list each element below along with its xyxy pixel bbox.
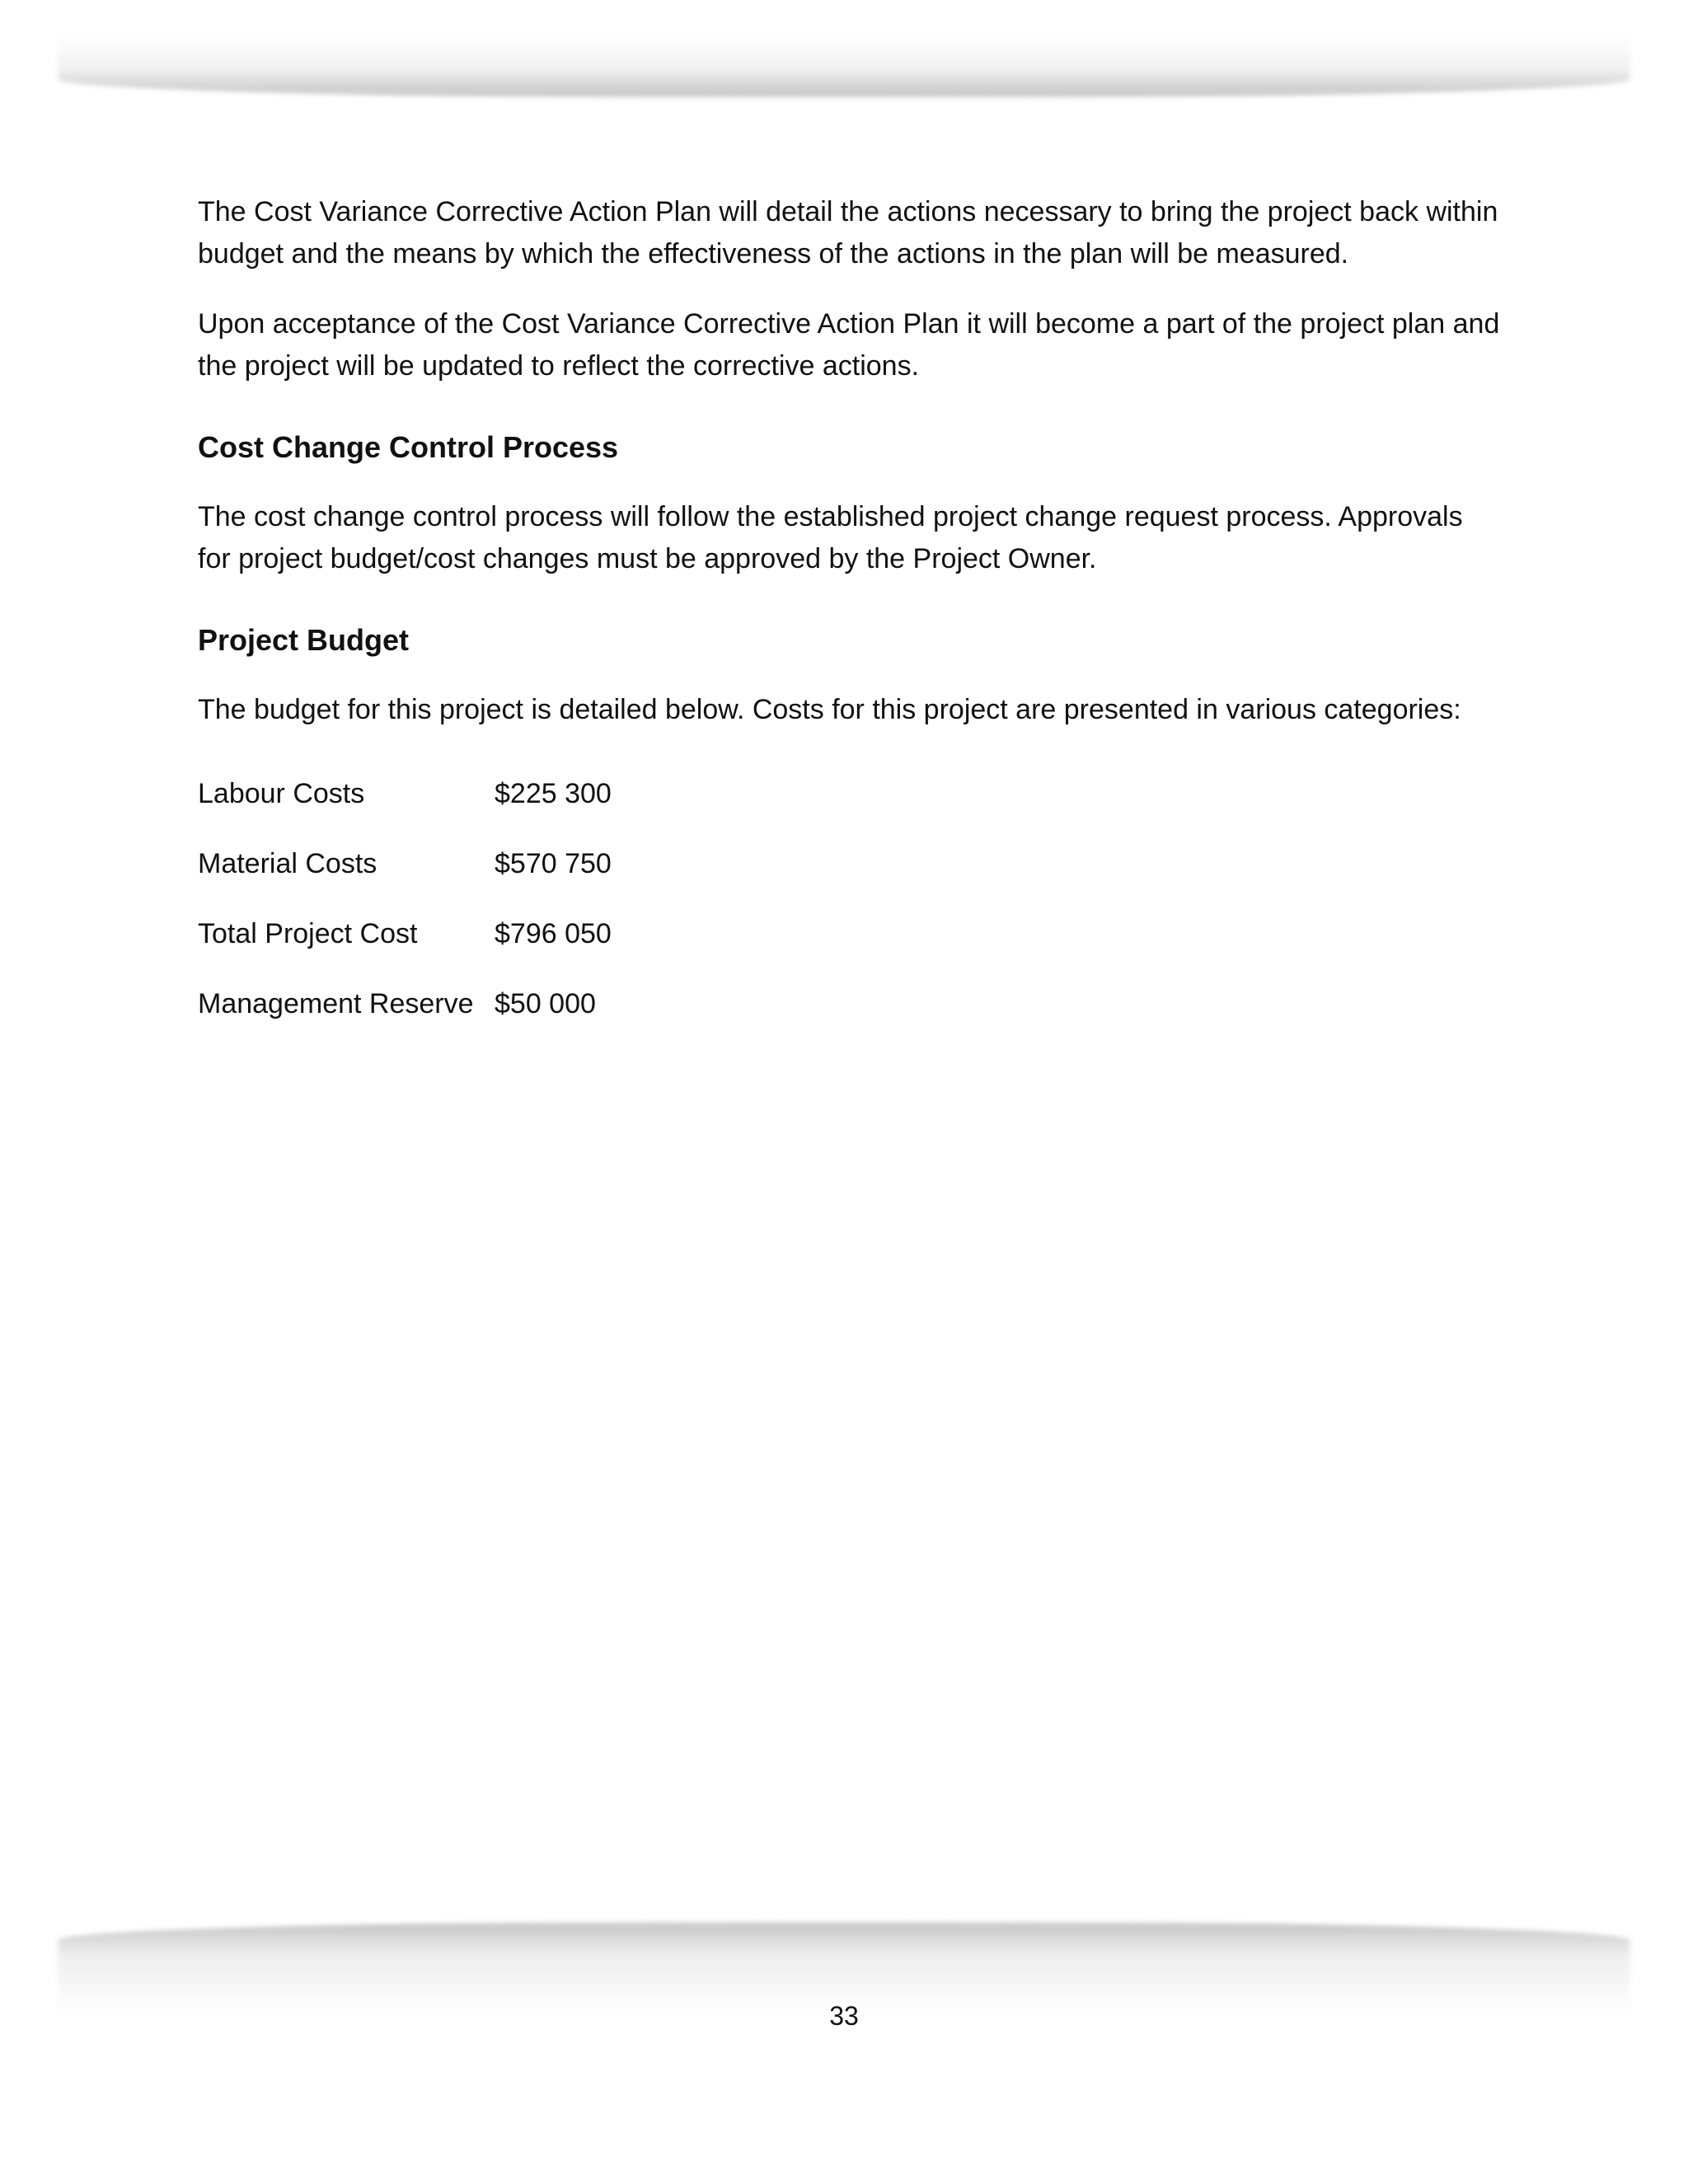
budget-row-material [198,829,612,899]
budget-value: $50 000 [495,988,596,1019]
paragraph-corrective-action-plan: The Cost Variance Corrective Action Plan will detail the actions necessary to bring the project back within budget and the means by which the effectiveness of the actions in the plan will be measured. [198,196,1498,269]
heading-project-budget: Project Budget [198,623,410,657]
budget-label: Material Costs [198,848,377,879]
page-number: 33 [829,2001,859,2031]
budget-value: $796 050 [495,918,612,949]
page-header-shadow [58,0,1630,99]
budget-value: $570 750 [495,848,612,879]
paragraph-cost-change-control: The cost change control process will follow the established project change request process. Approvals for project budget/cost changes must be approved by the Project Owner. [198,501,1463,574]
budget-label: Total Project Cost [198,918,418,949]
paragraph-plan-acceptance: Upon acceptance of the Cost Variance Corrective Action Plan it will become a part of the project plan and the project will be updated to reflect the corrective actions. [198,308,1500,382]
page-content [198,191,1500,1039]
budget-table [198,759,612,1039]
heading-cost-change-control: Cost Change Control Process [198,430,619,464]
budget-value: $225 300 [495,778,612,809]
budget-row-reserve [198,969,612,1039]
budget-row-total [198,899,612,969]
paragraph-project-budget: The budget for this project is detailed below. Costs for this project are presented in various categories: [198,694,1461,725]
budget-label: Management Reserve [198,988,474,1019]
budget-label: Labour Costs [198,778,365,809]
budget-row-labour [198,759,612,829]
